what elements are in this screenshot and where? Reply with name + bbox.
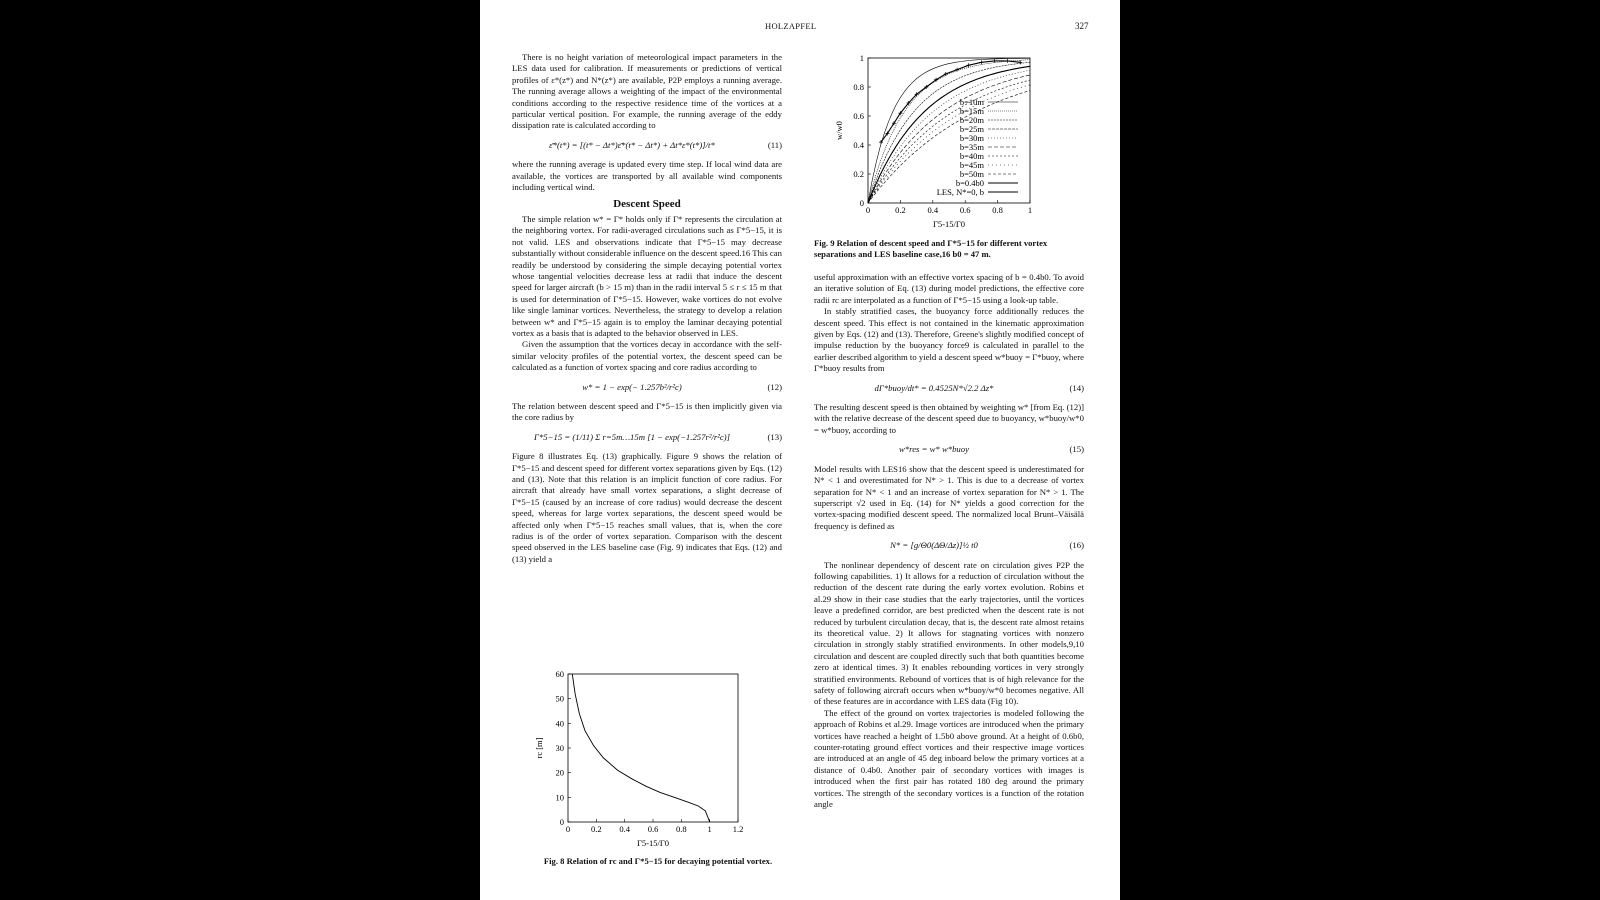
legend-label: b=30m [959, 133, 984, 143]
series-line-rc [572, 674, 709, 822]
equation-11 [512, 140, 782, 151]
x-tick-label: 1 [1027, 205, 1033, 215]
y-tick-label: 30 [555, 743, 564, 753]
y-tick-label: 0.2 [853, 169, 864, 179]
equation-number: (13) [767, 431, 782, 442]
equation-body: Γ*5−15 = (1/11) Σ r=5m…15m [1 − exp(−1.257r²/r²c)] [534, 431, 730, 442]
paragraph: Given the assumption that the vortices decay in accordance with the self-similar velocity profiles of the potential vortex, the descent speed can be calculated as a function of vortex spacing and core radius according to [512, 339, 782, 373]
equation-number: (12) [767, 381, 782, 392]
legend-label: b=50m [959, 169, 984, 179]
equation-number: (11) [767, 139, 782, 150]
y-tick-label: 50 [555, 693, 564, 704]
les-marker [979, 60, 983, 64]
les-marker [1018, 60, 1022, 64]
equation-body: N* = [g/Θ0(ΔΘ/Δz)]½ t0 [890, 540, 978, 551]
legend-label: b=0.4b0 [955, 178, 984, 188]
paragraph: Figure 8 illustrates Eq. (13) graphically. Figure 9 shows the relation of Γ*5−15 and descent speed for different vortex separations given by Eqs. (12) and (13). Note that this relation is an implicit function of core radius. For aircraft that already have small vortex separations, a slight decrease of Γ*5−15 (caused by an increase of core radius) would decrease the descent speed, whereas for large vortex separations, the descent speed would be affected only when Γ*5−15 reaches small values, that is, when the core radius is of the order of vortex separation. Comparison with the descent speed observed in the LES baseline case (Fig. 9) indicates that Eqs. (12) and (13) yield a [512, 451, 782, 564]
x-axis-label: Γ5-15/Γ0 [636, 838, 670, 848]
paragraph: The effect of the ground on vortex trajectories is modeled following the approach of Robins et al.29. Image vortices are introduced when the primary vortices have reached a height of 1.5b0 above ground. At a height of 0.6b0, counter-rotating ground effect vortices and their respective image vortices are introduced at an angle of 45 deg inboard below the primary vortices at a distance of 0.4b0. Another pair of secondary vortices with images is introduced when the first pair has rotated 180 deg around the primary vortices. The strength of the secondary vortices is a function of the rotation angle [814, 707, 1084, 810]
left-column-top [512, 52, 782, 565]
legend-label: b=45m [959, 160, 984, 170]
equation-body: w*res = w* w*buoy [899, 444, 969, 455]
x-tick-label: 0.2 [895, 205, 906, 215]
plot-frame [868, 58, 1030, 203]
y-tick-label: 10 [555, 792, 564, 803]
figure-8-chart [532, 664, 762, 854]
y-tick-label: 60 [555, 669, 564, 679]
equation-12 [512, 382, 782, 393]
y-tick-label: 0.8 [853, 82, 864, 92]
x-tick-label: 1.2 [732, 824, 744, 834]
x-tick-label: 0.8 [676, 824, 687, 834]
paragraph: The relation between descent speed and Γ*5−15 is then implicitly given via the core radius by [512, 400, 782, 423]
equation-14 [814, 383, 1084, 394]
paragraph: where the running average is updated every time step. If local wind data are available, the vortices are transported by all available wind components including vertical wind. [512, 159, 782, 193]
y-tick-label: 0 [859, 198, 864, 208]
x-tick-label: 0 [565, 824, 571, 834]
x-tick-label: 0.8 [992, 205, 1003, 215]
y-tick-label: 1 [859, 53, 864, 63]
figure-9-caption: Fig. 9 Relation of descent speed and Γ*5−15 for different vortex separations and LES baseline case,16 b0 = 47 m. [814, 238, 1048, 259]
equation-number: (15) [1069, 444, 1084, 455]
legend-label: b=40m [959, 151, 984, 161]
series-line-b=10m [868, 58, 1030, 203]
y-tick-label: 0 [559, 817, 564, 827]
x-tick-label: 0 [865, 205, 871, 215]
legend-label: LES, N*=0, b [936, 187, 984, 197]
equation-body: dΓ*buoy/dt* = 0.4525N*√2.2 Δz* [874, 382, 994, 393]
x-tick-label: 1 [707, 824, 712, 834]
paragraph: The resulting descent speed is then obtained by weighting w* [from Eq. (12)] with the relative decrease of the descent speed due to buoyancy, w*buoy/w*0 = w*buoy, according to [814, 402, 1084, 435]
legend-label: b=15m [959, 106, 984, 116]
legend-label: b=25m [959, 124, 984, 134]
page-number: 327 [1075, 21, 1089, 31]
equation-body: w* = 1 − exp(− 1.257b²/r²c) [582, 381, 682, 392]
les-marker [966, 63, 970, 67]
y-axis-label: rc [m] [534, 737, 544, 759]
paragraph: useful approximation with an effective vortex spacing of b = 0.4b0. To avoid an iterative solution of Eq. (13) during model predictions, the effective core radii rc are interpolated as a function of Γ*5−15 using a look-up table. [814, 272, 1084, 305]
series-line-LES, N*=0, b [881, 61, 1020, 142]
legend-label: b=20m [959, 115, 984, 125]
equation-15 [814, 444, 1084, 455]
x-tick-label: 0.4 [619, 824, 630, 834]
section-title: Descent Speed [613, 198, 681, 211]
legend-label: b=35m [959, 142, 984, 152]
y-tick-label: 0.4 [853, 140, 864, 150]
running-header-author: HOLZAPFEL [765, 21, 817, 31]
y-tick-label: 0.6 [853, 111, 864, 121]
equation-number: (14) [1069, 382, 1084, 393]
x-tick-label: 0.6 [647, 824, 659, 834]
equation-number: (16) [1069, 540, 1084, 551]
figure-9-chart [830, 46, 1070, 234]
x-axis-label: Γ5-15/Γ0 [932, 219, 966, 229]
journal-page [480, 0, 1120, 900]
right-column [814, 272, 1084, 810]
plot-frame [568, 674, 738, 822]
y-tick-label: 20 [555, 767, 564, 778]
legend-label: b=10m [959, 97, 984, 107]
y-tick-label: 40 [555, 718, 564, 729]
equation-16 [814, 540, 1084, 551]
x-tick-label: 0.2 [591, 824, 602, 834]
series-line-b=35m [868, 75, 1030, 203]
x-tick-label: 0.4 [927, 205, 939, 215]
paragraph: The nonlinear dependency of descent rate on circulation gives P2P the following capabilities. 1) It allows for a reduction of circulation without the reduction of the descent rate during the early vortex evolution. Robins et al.29 show in their case studies that the early trajectories, until the vortices leave a predefined corridor, are best predicted when the descent rate is not reduced by turbulent circulation decay, that is, the descent rate almost retains its theoretical value. 2) It allows for stagnating vortices with nonzero circulation in strongly stably stratified environments. In other models,9,10 circulation and descent are coupled directly such that both quantities become zero at identical times. 3) It enables rebounding vortices in very strongly stratified environments. Rebound of vortices that is of high relevance for the safety of following aircraft occurs when w*buoy/w*0 becomes negative. All of these features are in accordance with LES data (Fig 10). [814, 559, 1084, 707]
x-tick-label: 0.6 [959, 205, 971, 215]
paragraph: Model results with LES16 show that the descent speed is underestimated for N* < 1 and overestimated for N* > 1. This is due to a decrease of vortex separation for N* < 1 and an increase of vortex separation for N* > 1. The superscript √2 used in Eq. (14) for N* yields a good correction for the vortex-spacing modified descent speed. The normalized local Brunt–Väisälä frequency is defined as [814, 463, 1084, 531]
paragraph: The simple relation w* = Γ* holds only if Γ* represents the circulation at the neighboring vortex. For radii-averaged circulations such as Γ*5−15, it is not valid. LES and observations indicate that Γ*5−15 may decrease substantially without considerable influence on the descent speed.16 This can readily be understood by considering the simple decaying potential vortex whose tangential velocities decrease less at radii that induce the descent speed for larger aircraft (b > 15 m) than in the radii interval 5 ≤ r ≤ 15 m that is used for determination of Γ*5−15. However, wake vortices do not evolve like single laminar vortices. Nevertheless, the strategy to develop a relation between w* and Γ*5−15 again is to employ the laminar decaying potential vortex as a basis that is adapted to the behavior observed in LES. [512, 213, 782, 338]
figure-8-caption: Fig. 8 Relation of rc and Γ*5−15 for decaying potential vortex. [543, 856, 773, 866]
les-marker [1005, 59, 1009, 63]
paragraph: In stably stratified cases, the buoyancy force additionally reduces the descent speed. This effect is not contained in the kinematic approximation given by Eqs. (12) and (13). Therefore, Greene's slightly modified concept of impulse reduction by the buoyancy force9 is calculated in parallel to the earlier described algorithm to yield a descent speed w*buoy = Γ*buoy, where Γ*buoy results from [814, 306, 1084, 374]
y-axis-label: w/w0 [834, 121, 844, 140]
equation-13 [512, 432, 782, 443]
les-marker [955, 68, 959, 72]
paragraph: There is no height variation of meteorological impact parameters in the LES data used for calibration. If measurements or predictions of vertical profiles of ε*(z*) and N*(z*) are available, P2P employs a running average. The running average allows a weighting of the impact of the environmental conditions according to the respective residence time of the vortices at a particular vertical position. For example, the running average of the eddy dissipation rate is calculated according to [512, 52, 782, 131]
equation-body: ε̄*(t*) = [(t* − Δt*)ε̄*(t* − Δt*) + Δt*ε*(t*)]/t* [549, 139, 715, 150]
